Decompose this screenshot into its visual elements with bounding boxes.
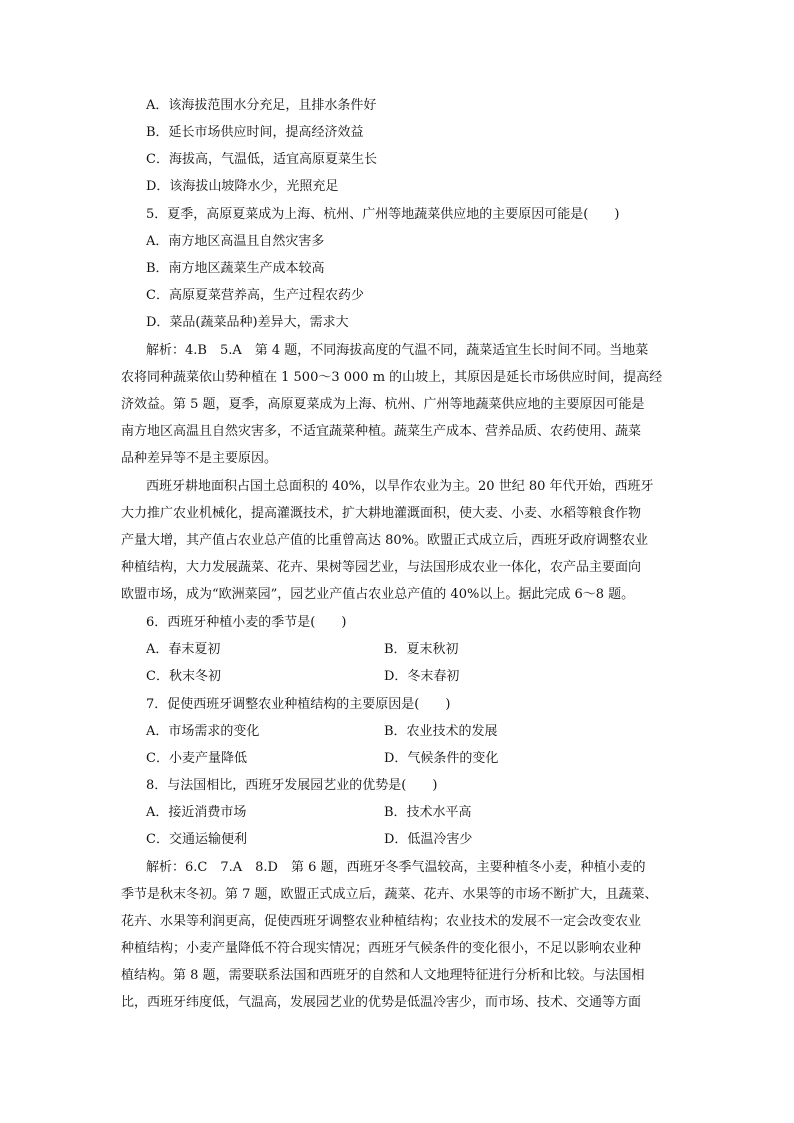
q8-stem: 8．与法国相比，西班牙发展园艺业的优势是( ) — [146, 778, 438, 793]
q4-option-a: A．该海拔范围水分充足，且排水条件好 — [146, 98, 377, 113]
q8-option-b: B．技术水平高 — [384, 805, 472, 820]
q5-stem: 5．夏季，高原夏菜成为上海、杭州、广州等地蔬菜供应地的主要原因可能是( ) — [146, 207, 620, 222]
q7-option-c: C．小麦产量降低 — [146, 751, 247, 766]
passage-line2: 大力推广农业机械化，提高灌溉技术，扩大耕地灌溉面积，使大麦、小麦、水稻等粮食作物 — [121, 506, 642, 521]
passage-line3: 产量大增，其产值占农业总产值的比重曾高达 80%。欧盟正式成立后，西班牙政府调整农业 — [121, 533, 649, 548]
q8-option-a: A．接近消费市场 — [146, 805, 247, 820]
q8-option-d: D．低温冷害少 — [384, 832, 473, 847]
q5-option-c: C．高原夏菜营养高，生产过程农药少 — [146, 288, 364, 303]
q7-stem: 7．促使西班牙调整农业种植结构的主要原因是( ) — [146, 697, 451, 712]
q6-option-b: B．夏末秋初 — [384, 642, 459, 657]
analysis1-line3: 济效益。第 5 题，夏季，高原夏菜成为上海、杭州、广州等地蔬菜供应地的主要原因可能是 — [121, 397, 645, 412]
analysis1-line4: 南方地区高温且自然灾害多，不适宜蔬菜种植。蔬菜生产成本、营养品质、农药使用、蔬菜 — [121, 424, 642, 439]
analysis2-line5: 植结构。第 8 题，需要联系法国和西班牙的自然和人文地理特征进行分析和比较。与法国相 — [121, 968, 645, 983]
passage-line1: 西班牙耕地面积占国土总面积的 40%，以旱作农业为主。20 世纪 80 年代开始，西班牙 — [146, 479, 654, 494]
q7-option-d: D．气候条件的变化 — [384, 751, 499, 766]
q8-option-c: C．交通运输便利 — [146, 832, 247, 847]
q4-option-d: D．该海拔山坡降水少，光照充足 — [146, 179, 339, 194]
analysis1-line5: 品种差异等不是主要原因。 — [121, 451, 278, 466]
q7-option-b: B．农业技术的发展 — [384, 724, 498, 739]
q7-option-a: A．市场需求的变化 — [146, 724, 260, 739]
q4-option-c: C．海拔高，气温低，适宜高原夏菜生长 — [146, 152, 377, 167]
q6-option-c: C．秋末冬初 — [146, 669, 221, 684]
q5-option-a: A．南方地区高温且自然灾害多 — [146, 234, 325, 249]
q5-option-b: B．南方地区蔬菜生产成本较高 — [146, 261, 325, 276]
analysis2-line1: 解析：6.C 7.A 8.D 第 6 题，西班牙冬季气温较高，主要种植冬小麦，种植小麦的 — [146, 860, 646, 875]
analysis2-line4: 种植结构；小麦产量降低不符合现实情况；西班牙气候条件的变化很小，不足以影响农业种 — [121, 941, 642, 956]
analysis1-line1: 解析：4.B 5.A 第 4 题，不同海拔高度的气温不同，蔬菜适宜生长时间不同。当地菜 — [146, 343, 649, 358]
q4-option-b: B．延长市场供应时间，提高经济效益 — [146, 125, 364, 140]
passage-line5: 欧盟市场，成为“欧洲菜园”，园艺业产值占农业总产值的 40%以上。据此完成 6～8 题。 — [121, 587, 635, 602]
analysis1-line2: 农将同种蔬菜依山势种植在 1 500～3 000 m 的山坡上，其原因是延长市场供应时间，提高经 — [121, 370, 663, 385]
analysis2-line2: 季节是秋末冬初。第 7 题，欧盟正式成立后，蔬菜、花卉、水果等的市场不断扩大，且蔬菜、 — [121, 887, 658, 902]
analysis2-line6: 比，西班牙纬度低，气温高，发展园艺业的优势是低温冷害少，而市场、技术、交通等方面 — [121, 995, 642, 1010]
passage-line4: 种植结构，大力发展蔬菜、花卉、果树等园艺业，与法国形成农业一体化，农产品主要面向 — [121, 560, 642, 575]
q6-stem: 6．西班牙种植小麦的季节是( ) — [146, 615, 347, 630]
q5-option-d: D．菜品(蔬菜品种)差异大，需求大 — [146, 315, 349, 330]
q6-option-d: D．冬末春初 — [384, 669, 460, 684]
q6-option-a: A．春末夏初 — [146, 642, 221, 657]
analysis2-line3: 花卉、水果等利润更高，促使西班牙调整农业种植结构；农业技术的发展不一定会改变农业 — [121, 914, 642, 929]
